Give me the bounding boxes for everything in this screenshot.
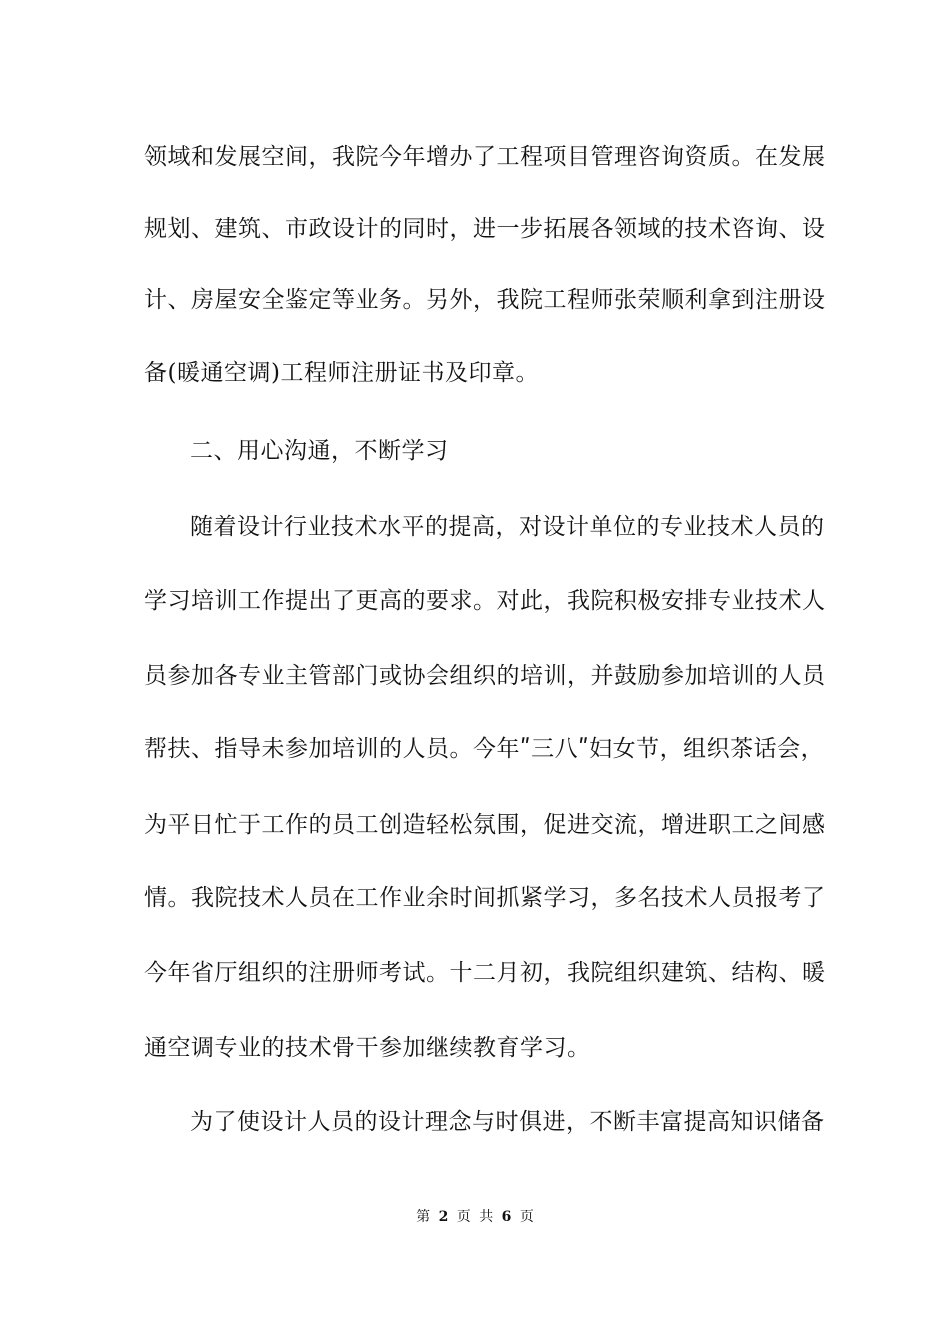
body-line: 领域和发展空间，我院今年增办了工程项目管理咨询资质。在发展	[144, 144, 826, 170]
body-line: 学习培训工作提出了更高的要求。对此，我院积极安排专业技术人	[144, 588, 826, 614]
body-line: 情。我院技术人员在工作业余时间抓紧学习，多名技术人员报考了	[144, 885, 826, 911]
body-line: 员参加各专业主管部门或协会组织的培训，并鼓励参加培训的人员	[144, 663, 826, 689]
page-footer	[0, 1207, 950, 1227]
footer-total-pages: 6	[501, 1209, 512, 1225]
paragraph-first-line: 随着设计行业技术水平的提高，对设计单位的专业技术人员的	[190, 514, 825, 540]
paragraph-first-line: 为了使设计人员的设计理念与时俱进，不断丰富提高知识储备	[190, 1109, 825, 1135]
footer-current-page: 2	[438, 1209, 449, 1225]
body-line: 今年省厅组织的注册师考试。十二月初，我院组织建筑、结构、暖	[144, 960, 826, 986]
footer-total-prefix: 共	[479, 1209, 494, 1225]
body-line: 通空调专业的技术骨干参加继续教育学习。	[144, 1035, 591, 1061]
footer-total-unit: 页	[519, 1209, 534, 1225]
section-heading: 二、用心沟通，不断学习	[190, 438, 449, 464]
body-line: 帮扶、指导未参加培训的人员。今年ʺ三八ʺ妇女节，组织茶话会，	[144, 736, 825, 762]
footer-prefix: 第	[416, 1209, 431, 1225]
body-line: 规划、建筑、市政设计的同时，进一步拓展各领域的技术咨询、设	[144, 216, 826, 242]
footer-page-unit: 页	[456, 1209, 471, 1225]
body-line: 备(暖通空调)工程师注册证书及印章。	[144, 360, 539, 386]
body-line: 为平日忙于工作的员工创造轻松氛围，促进交流，增进职工之间感	[144, 812, 826, 838]
body-line: 计、房屋安全鉴定等业务。另外，我院工程师张荣顺利拿到注册设	[144, 287, 826, 313]
